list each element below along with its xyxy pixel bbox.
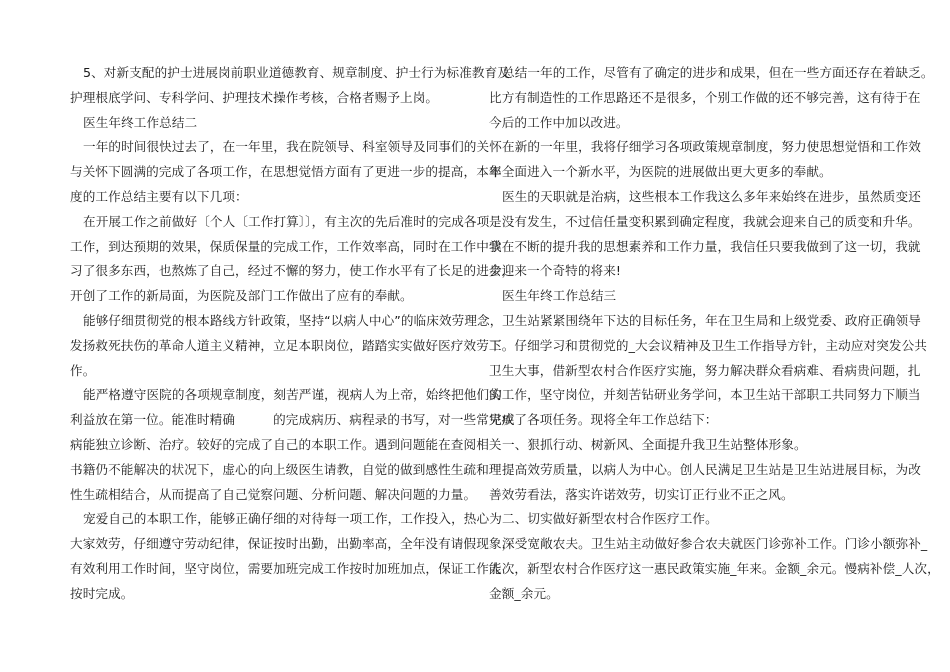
text-line: 卫生站紧紧围绕年下达的目标任务，年在卫生局和上级党委、政府正确领导: [502, 312, 921, 328]
text-line: 能严格遵守医院的各项规章制度，刻苦严谨，视病人为上帝，始终把他们的: [83, 387, 502, 403]
text-line: 按时完成。: [70, 585, 134, 601]
text-line: 总结一年的工作，尽管有了确定的进步和成果，但在一些方面还存在着缺乏。: [502, 65, 934, 80]
text-line: 度的工作总结主要有以下几项：: [70, 188, 248, 204]
text-line: 是没有发生，不过信任量变积累到确定程度，我就会迎来自己的质变和升华。: [489, 213, 921, 229]
text-line: 5、对新支配的护士进展岗前职业道德教育、规章制度、护士行为标准教育及: [83, 65, 511, 80]
text-line: 习了很多东西，也熬炼了自己，经过不懈的努力，使工作水平有了长足的进步，: [70, 263, 515, 279]
text-line: 卫生大事，借新型农村合作医疗实施，努力解决群众看病难、看病贵问题，扎: [489, 362, 921, 378]
text-line: 宠爱自己的本职工作，能够正确仔细的对待每一项工作，工作投入，热心为: [83, 511, 502, 527]
text-line: 医生的天职就是治病，这些根本工作我这么多年来始终在进步，虽然质变还: [502, 188, 921, 204]
text-line: 医生年终工作总结三: [502, 288, 617, 304]
text-line: 今后的工作中加以改进。: [489, 114, 629, 130]
text-line: 会迎来一个奇特的将来!: [489, 263, 622, 279]
text-line: 率全面进入一个新水平，为医院的进展做出更大更多的奉献。: [489, 164, 832, 180]
text-line: 深受宽敞农夫。卫生站主动做好参合农夫就医门诊弥补工作。门诊小额弥补_: [502, 536, 928, 552]
text-line: 人次，新型农村合作医疗这一惠民政策实施_年来。金额_余元。慢病补偿_人次，: [489, 560, 940, 576]
text-line: 我在不断的提升我的思想素养和工作力量，我信任只要我做到了这一切，我就: [489, 238, 921, 254]
text-line: 一、狠抓行动、树新风、全面提升我卫生站整体形象。: [502, 436, 807, 452]
text-line: 能够仔细贯彻党的根本路线方针政策，坚持“以病人中心”的临床效劳理念，: [83, 312, 503, 328]
text-line: 病能独立诊断、治疗。较好的完成了自己的本职工作。遇到问题能在查阅相关: [70, 436, 502, 452]
text-line: 完成了各项任务。现将全年工作总结下：: [489, 412, 718, 428]
text-line: 作。: [70, 362, 96, 378]
text-line: 医生年终工作总结二: [83, 114, 198, 130]
left-text-column: [70, 61, 515, 607]
text-line: 提高效劳质量，以病人为中心。创人民满足卫生站是卫生站进展目标，为改: [502, 461, 921, 477]
text-line: 比方有制造性的工作思路还不是很多，个别工作做的还不够完善，这有待于在: [489, 89, 921, 105]
text-line: 在新的一年里，我将仔细学习各项政策规章制度，努力使思想觉悟和工作效: [502, 139, 921, 155]
text-line: 下。仔细学习和贯彻党的_大会议精神及卫生工作指导方针，主动应对突发公共: [489, 337, 927, 353]
text-line: 性生疏相结合，从而提高了自己觉察问题、分析问题、解决问题的力量。: [70, 486, 477, 502]
text-line: 开创了工作的新局面，为医院及部门工作做出了应有的奉献。: [70, 288, 413, 304]
text-line: 发扬救死扶伤的革命人道主义精神，立足本职岗位，踏踏实实做好医疗效劳工: [70, 337, 502, 353]
text-line: 利益放在第一位。能准时精确 的完成病历、病程录的书写，对一些常见疾: [70, 412, 515, 428]
text-line: 工作，到达预期的效果，保质保量的完成工作，工作效率高，同时在工作中学: [70, 238, 502, 254]
text-line: 实工作，坚守岗位，并刻苦钻研业务学问，本卫生站干部职工共同努力下顺当: [489, 387, 921, 403]
text-line: 护理根底学问、专科学问、护理技术操作考核，合格者赐予上岗。: [70, 89, 439, 105]
text-line: 二、切实做好新型农村合作医疗工作。: [502, 511, 718, 527]
text-line: 与关怀下圆满的完成了各项工作，在思想觉悟方面有了更进一步的提高，本年: [70, 164, 502, 180]
text-line: 有效利用工作时间，坚守岗位，需要加班完成工作按时加班加点，保证工作能: [70, 560, 502, 576]
text-line: 一年的时间很快过去了，在一年里，我在院领导、科室领导及同事们的关怀: [83, 139, 502, 155]
text-line: 大家效劳，仔细遵守劳动纪律，保证按时出勤，出勤率高，全年没有请假现象，: [70, 536, 515, 552]
text-line: 在开展工作之前做好〔个人〔工作打算〕〕，有主次的先后准时的完成各项: [83, 213, 490, 229]
text-line: 善效劳看法，落实许诺效劳，切实订正行业不正之风。: [489, 486, 794, 502]
text-line: 书籍仍不能解决的状况下，虚心的向上级医生请教，自觉的做到感性生疏和理: [70, 461, 502, 477]
text-line: 金额_余元。: [489, 585, 559, 601]
right-text-column: [489, 61, 940, 607]
